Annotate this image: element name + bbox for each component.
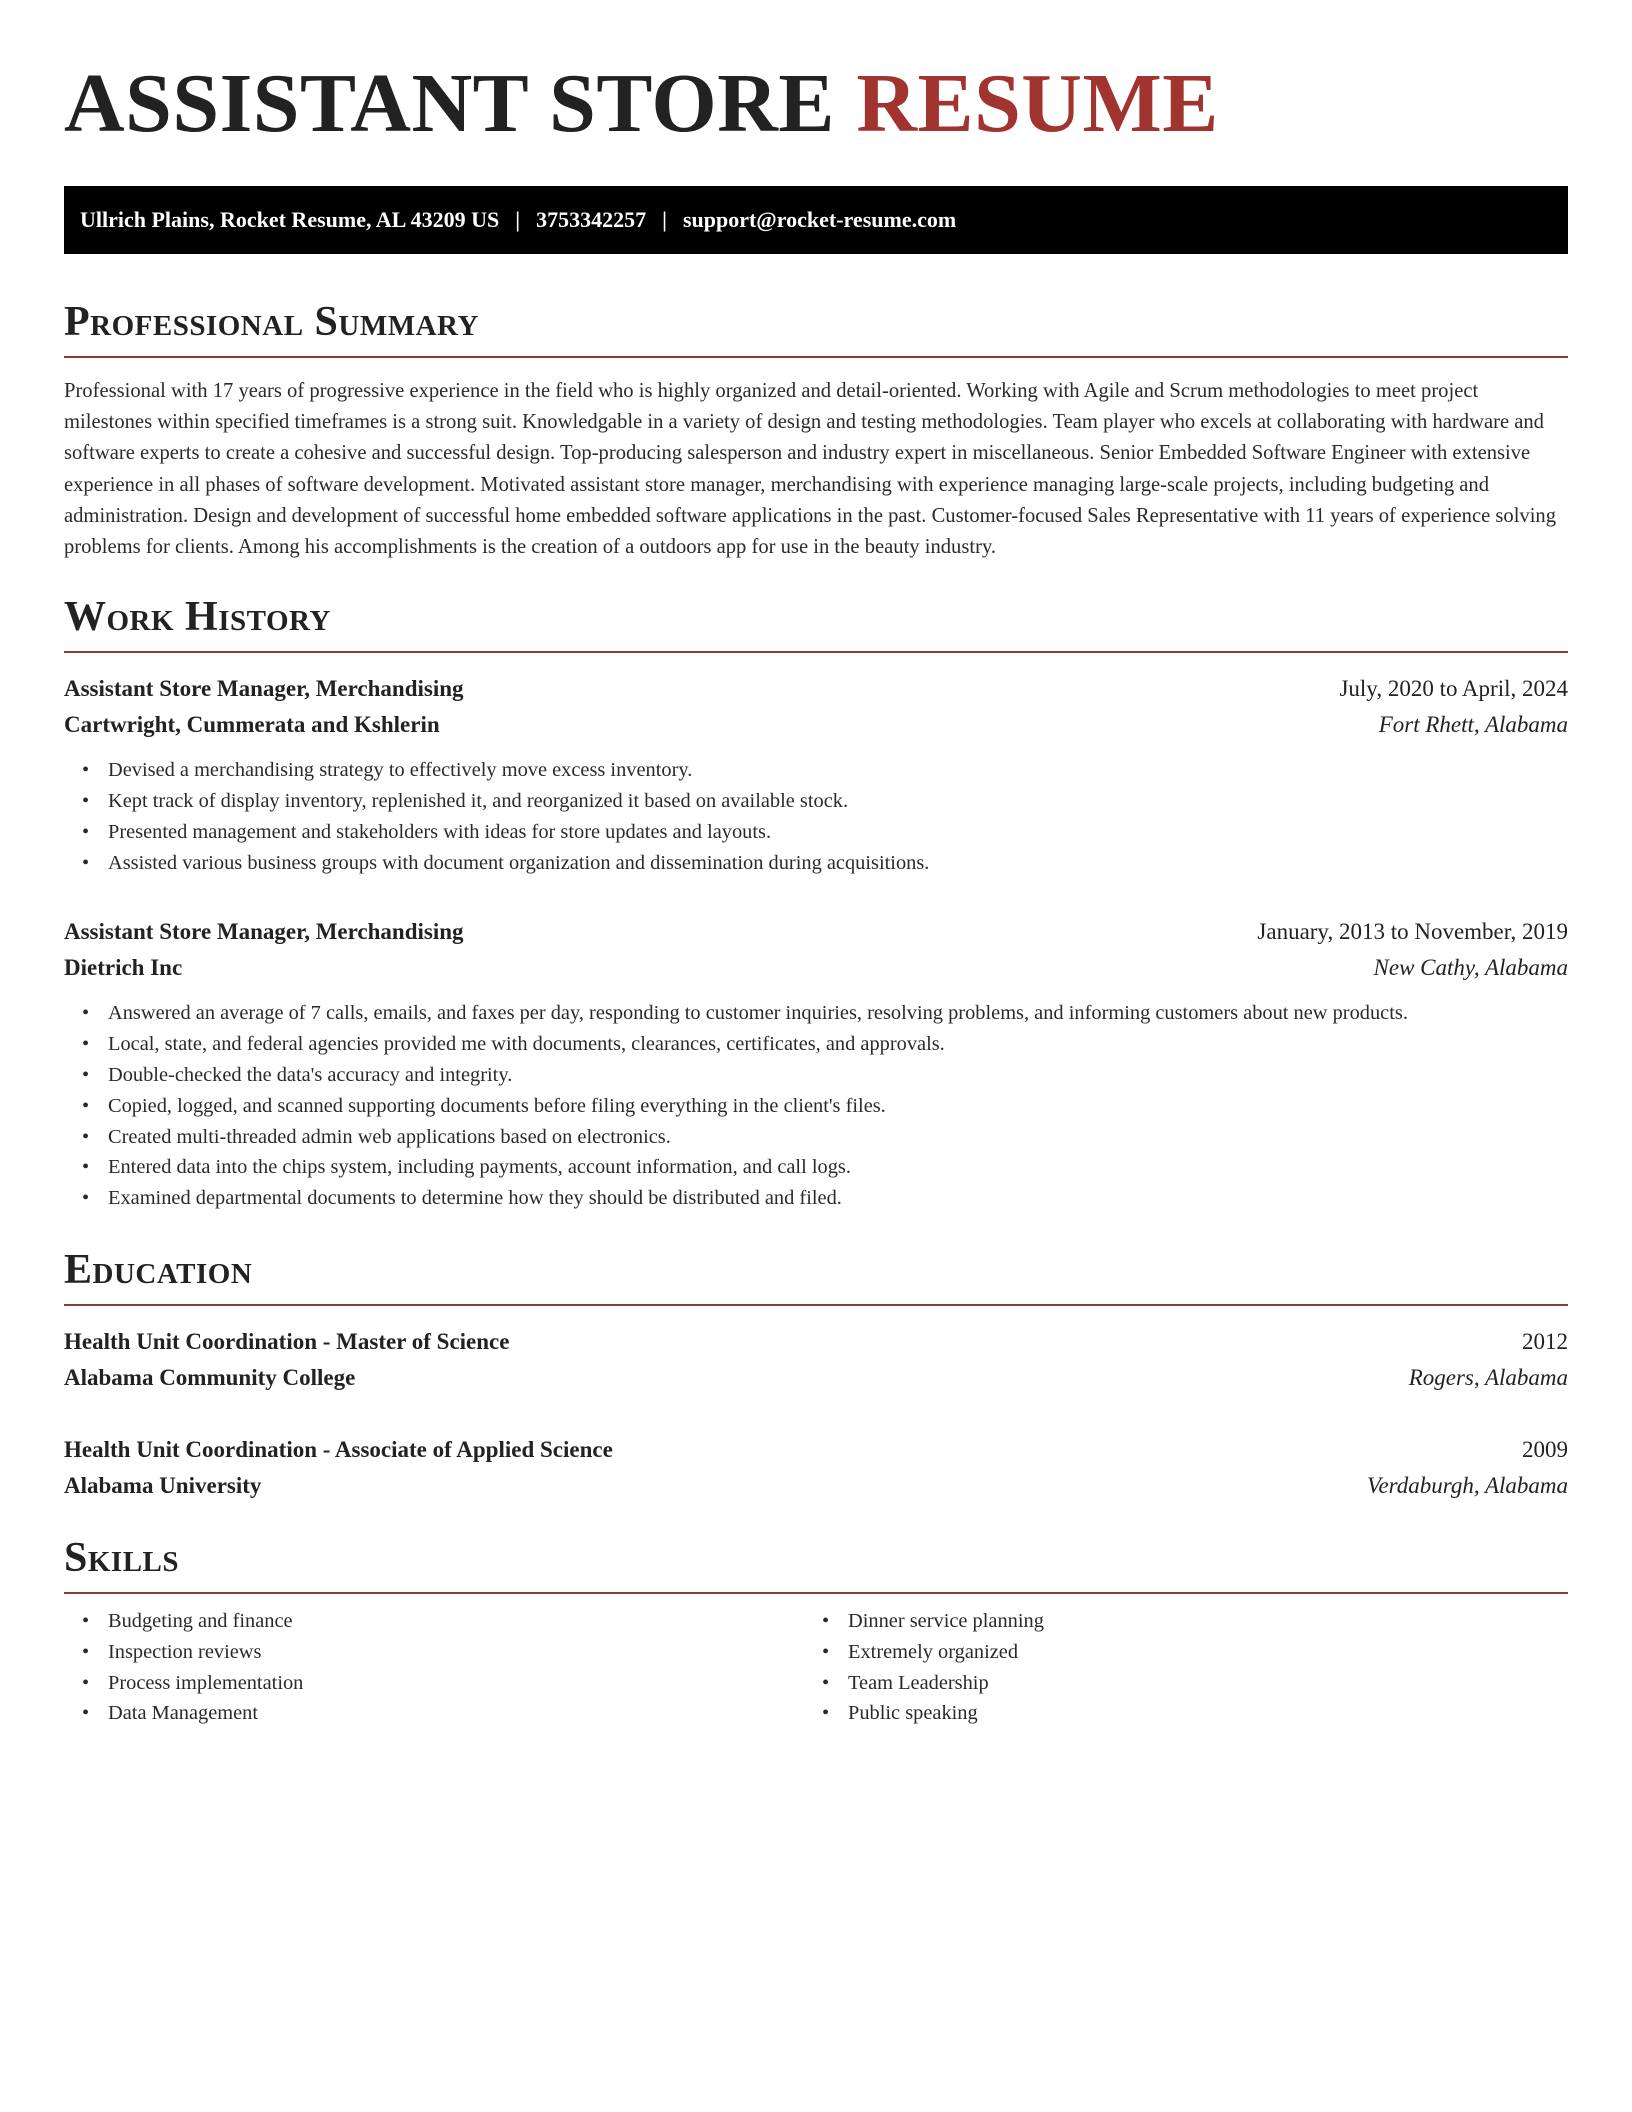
education-location: Rogers, Alabama: [1408, 1364, 1568, 1390]
duty-text: Answered an average of 7 calls, emails, and faxes per day, responding to customer inquiries, resolving problems, and informing customers about new products.: [108, 1002, 1408, 1025]
education-entry: [64, 1432, 1568, 1504]
bullet-dot: •: [822, 1671, 830, 1694]
bullet-dot: •: [82, 1033, 90, 1056]
list-item: [804, 1606, 1544, 1637]
list-item: [64, 786, 1568, 817]
duty-text: Local, state, and federal agencies provided me with documents, clearances, certificates, and approvals.: [108, 1033, 945, 1056]
bullet-dot: •: [82, 851, 90, 874]
skills-section: [64, 1534, 1568, 1729]
bullet-dot: •: [822, 1609, 830, 1632]
education-degree: Health Unit Coordination - Associate of Applied Science: [64, 1436, 613, 1462]
job-company: Dietrich Inc: [64, 955, 183, 981]
skills-columns: [64, 1606, 1568, 1729]
section-divider: [64, 1304, 1568, 1306]
contact-separator: |: [662, 207, 667, 232]
job-title: Assistant Store Manager, Merchandising: [64, 919, 464, 945]
duty-text: Copied, logged, and scanned supporting documents before filing everything in the client's files.: [108, 1094, 886, 1117]
job-company-row: [64, 950, 1568, 986]
skill-text: Budgeting and finance: [108, 1609, 293, 1632]
list-item: [64, 848, 1568, 879]
list-item: [64, 1152, 1568, 1183]
bullet-dot: •: [822, 1702, 830, 1725]
duty-text: Assisted various business groups with document organization and dissemination during acquisitions.: [108, 851, 930, 874]
section-divider: [64, 356, 1568, 358]
bullet-dot: •: [82, 1702, 90, 1725]
contact-address: Ullrich Plains, Rocket Resume, AL 43209 US: [80, 207, 500, 232]
section-title-skills: Skills: [64, 1534, 180, 1581]
bullet-dot: •: [82, 1064, 90, 1086]
education-degree: Health Unit Coordination - Master of Science: [64, 1328, 510, 1354]
list-item: [804, 1698, 1544, 1729]
job-location: New Cathy, Alabama: [1373, 955, 1568, 981]
list-item: [64, 1091, 1568, 1122]
job-company: Cartwright, Cummerata and Kshlerin: [64, 712, 440, 738]
bullet-dot: •: [82, 1125, 90, 1148]
section-title-education: Education: [64, 1246, 253, 1293]
title-accent: RESUME: [856, 57, 1219, 150]
skill-text: Inspection reviews: [108, 1640, 262, 1663]
education-school-row: [64, 1360, 1568, 1396]
education-header-row: [64, 1324, 1568, 1360]
skill-text: Extremely organized: [848, 1640, 1019, 1663]
bullet-dot: •: [82, 1187, 90, 1210]
job-dates: January, 2013 to November, 2019: [1257, 919, 1568, 945]
summary-text: Professional with 17 years of progressive experience in the field who is highly organized and detail-oriented. Working with Agile and Scrum methodologies to meet project milestones within specified timeframes is a strong suit. Knowledgable in a variety of design and testing methodologies. Team player who excels at collaborating with hardware and software experts to create a cohesive and successful design. Top-producing salesperson and industry expert in miscellaneous. Senior Embedded Software Engineer with extensive experience in all phases of software development. Motivated assistant store manager, merchandising with experience managing large-scale projects, including budgeting and administration. Design and development of successful home embedded software applications in the past. Customer-focused Sales Representative with 11 years of experience solving problems for clients. Among his accomplishments is the creation of a outdoors app for use in the beauty industry.: [64, 380, 1557, 559]
list-item: [64, 817, 1568, 848]
summary-section: [64, 298, 1568, 563]
contact-separator: |: [515, 207, 521, 232]
skill-text: Team Leadership: [848, 1671, 989, 1694]
list-item: [64, 1183, 1568, 1214]
bullet-dot: •: [82, 1609, 90, 1632]
duty-text: Double-checked the data's accuracy and integrity.: [108, 1064, 513, 1086]
list-item: [64, 998, 1568, 1029]
skill-text: Dinner service planning: [848, 1609, 1044, 1632]
contact-bar: [64, 186, 1568, 254]
bullet-dot: •: [82, 1002, 90, 1025]
bullet-dot: •: [82, 820, 90, 843]
bullet-dot: •: [82, 1671, 90, 1694]
bullet-dot: •: [82, 790, 90, 813]
education-location: Verdaburgh, Alabama: [1366, 1472, 1568, 1498]
job-header-row: [64, 914, 1568, 950]
bullet-dot: •: [82, 1156, 90, 1179]
education-school: Alabama University: [64, 1472, 262, 1498]
job-duties-list: [64, 755, 1568, 878]
job-entry: [64, 914, 1568, 1214]
job-company-row: [64, 707, 1568, 743]
list-item: [64, 1606, 804, 1637]
skill-text: Process implementation: [108, 1671, 304, 1694]
section-title-summary: Professional Summary: [64, 299, 479, 345]
job-dates: July, 2020 to April, 2024: [1339, 676, 1568, 702]
list-item: [64, 1060, 1568, 1091]
duty-text: Kept track of display inventory, replenished it, and reorganized it based on available stock.: [108, 790, 849, 813]
title-main: ASSISTANT STORE: [64, 57, 835, 150]
contact-email[interactable]: support@rocket-resume.com: [682, 207, 957, 232]
education-school-row: [64, 1468, 1568, 1504]
duty-text: Devised a merchandising strategy to effectively move excess inventory.: [108, 759, 693, 782]
duty-text: Entered data into the chips system, including payments, account information, and call logs.: [108, 1156, 851, 1179]
education-year: 2012: [1522, 1328, 1568, 1354]
list-item: [64, 1122, 1568, 1153]
duty-text: Presented management and stakeholders with ideas for store updates and layouts.: [108, 820, 772, 843]
skills-list-right: [804, 1606, 1544, 1729]
job-title: Assistant Store Manager, Merchandising: [64, 676, 464, 702]
bullet-dot: •: [82, 1640, 90, 1663]
job-duties-list: [64, 998, 1568, 1214]
contact-phone: 3753342257: [536, 207, 647, 232]
job-header-row: [64, 671, 1568, 707]
education-entry: [64, 1324, 1568, 1396]
list-item: [64, 1668, 804, 1699]
resume-title: [64, 56, 1568, 152]
list-item: [64, 1698, 804, 1729]
list-item: [804, 1637, 1544, 1668]
section-title-work-history: Work History: [64, 594, 331, 641]
skills-list-left: [64, 1606, 804, 1729]
skill-text: Data Management: [108, 1702, 259, 1725]
section-divider: [64, 1592, 1568, 1594]
work-history-section: [64, 593, 1568, 1214]
bullet-dot: •: [822, 1640, 830, 1663]
job-location: Fort Rhett, Alabama: [1378, 712, 1568, 738]
section-divider: [64, 651, 1568, 653]
education-section: [64, 1246, 1568, 1504]
bullet-dot: •: [82, 759, 90, 782]
list-item: [64, 755, 1568, 786]
duty-text: Examined departmental documents to determine how they should be distributed and filed.: [108, 1187, 842, 1210]
list-item: [64, 1029, 1568, 1060]
education-year: 2009: [1522, 1436, 1568, 1462]
bullet-dot: •: [82, 1094, 90, 1117]
education-header-row: [64, 1432, 1568, 1468]
list-item: [804, 1668, 1544, 1699]
list-item: [64, 1637, 804, 1668]
education-school: Alabama Community College: [64, 1364, 356, 1390]
skill-text: Public speaking: [848, 1702, 978, 1725]
job-entry: [64, 671, 1568, 878]
duty-text: Created multi-threaded admin web applications based on electronics.: [108, 1125, 671, 1148]
